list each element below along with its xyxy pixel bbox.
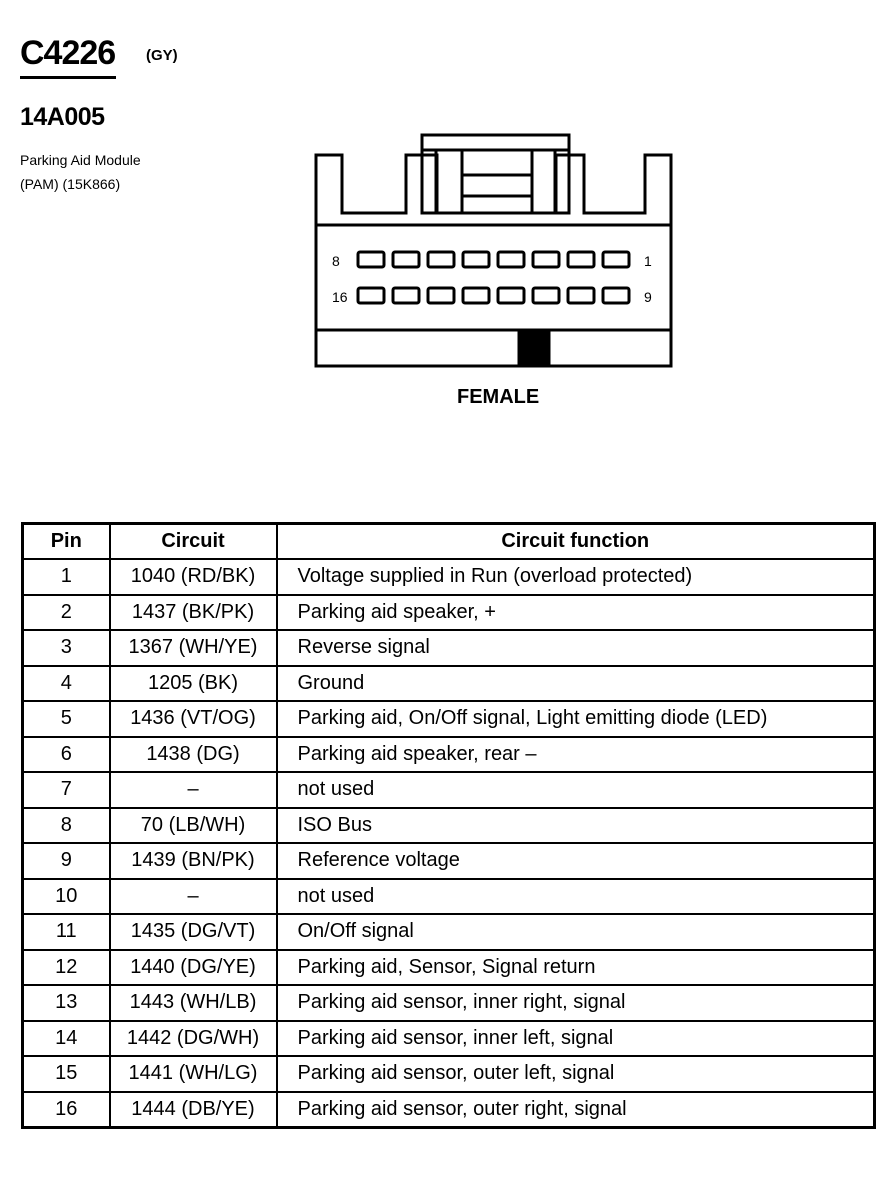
circuit-cell: 1435 (DG/VT) (110, 914, 277, 950)
table-row (23, 985, 875, 1021)
function-cell: Parking aid sensor, inner left, signal (277, 1021, 875, 1057)
connector-color-code: (GY) (146, 47, 178, 64)
function-cell: Reference voltage (277, 843, 875, 879)
module-code: (PAM) (15K866) (20, 176, 121, 192)
circuit-cell: 1442 (DG/WH) (110, 1021, 277, 1057)
table-row (23, 772, 875, 808)
circuit-cell: 1367 (WH/YE) (110, 630, 277, 666)
table-row (23, 843, 875, 879)
table-row (23, 879, 875, 915)
table-row (23, 1021, 875, 1057)
pin-label-9: 9 (644, 289, 652, 305)
table-row (23, 808, 875, 844)
circuit-cell: 1444 (DB/YE) (110, 1092, 277, 1128)
circuit-cell: 1443 (WH/LB) (110, 985, 277, 1021)
part-number: 14A005 (20, 103, 105, 131)
circuit-cell: 1441 (WH/LG) (110, 1056, 277, 1092)
pin-label-8: 8 (332, 253, 340, 269)
table-row (23, 701, 875, 737)
pin-label-16: 16 (332, 289, 348, 305)
circuit-cell: 1439 (BN/PK) (110, 843, 277, 879)
table-row (23, 1092, 875, 1128)
table-row (23, 559, 875, 595)
table-row (23, 914, 875, 950)
function-cell: ISO Bus (277, 808, 875, 844)
table-row (23, 595, 875, 631)
pin-cell: 14 (23, 1021, 110, 1057)
pin-cell: 8 (23, 808, 110, 844)
pinout-table (21, 522, 876, 1129)
connector-gender-label: FEMALE (457, 386, 540, 408)
pin-cell: 16 (23, 1092, 110, 1128)
function-cell: not used (277, 879, 875, 915)
table-row (23, 666, 875, 702)
circuit-cell: 1205 (BK) (110, 666, 277, 702)
pin-cell: 5 (23, 701, 110, 737)
connector-face-diagram (300, 120, 690, 380)
pin-cell: 13 (23, 985, 110, 1021)
table-row (23, 950, 875, 986)
table-header-row (23, 524, 875, 560)
function-cell: Reverse signal (277, 630, 875, 666)
header-function: Circuit function (277, 524, 875, 560)
function-cell: Parking aid, Sensor, Signal return (277, 950, 875, 986)
function-cell: not used (277, 772, 875, 808)
pin-cell: 9 (23, 843, 110, 879)
table-row (23, 737, 875, 773)
circuit-cell: 1436 (VT/OG) (110, 701, 277, 737)
circuit-cell: 1437 (BK/PK) (110, 595, 277, 631)
header-pin: Pin (23, 524, 110, 560)
pin-cell: 2 (23, 595, 110, 631)
circuit-cell: – (110, 879, 277, 915)
function-cell: Parking aid sensor, outer right, signal (277, 1092, 875, 1128)
function-cell: Parking aid, On/Off signal, Light emitting diode (LED) (277, 701, 875, 737)
table-row (23, 1056, 875, 1092)
header-circuit: Circuit (110, 524, 277, 560)
circuit-cell: 1040 (RD/BK) (110, 559, 277, 595)
pin-cell: 7 (23, 772, 110, 808)
function-cell: Parking aid sensor, inner right, signal (277, 985, 875, 1021)
connector-id-underline (20, 76, 116, 79)
pin-cell: 10 (23, 879, 110, 915)
pin-cell: 6 (23, 737, 110, 773)
circuit-cell: 1438 (DG) (110, 737, 277, 773)
function-cell: Parking aid sensor, outer left, signal (277, 1056, 875, 1092)
pin-cell: 3 (23, 630, 110, 666)
connector-id: C4226 (20, 34, 116, 72)
function-cell: Parking aid speaker, rear – (277, 737, 875, 773)
circuit-cell: 70 (LB/WH) (110, 808, 277, 844)
circuit-cell: – (110, 772, 277, 808)
module-name: Parking Aid Module (20, 152, 141, 168)
pin-cell: 12 (23, 950, 110, 986)
pin-label-1: 1 (644, 253, 652, 269)
function-cell: Ground (277, 666, 875, 702)
pin-cell: 1 (23, 559, 110, 595)
circuit-cell: 1440 (DG/YE) (110, 950, 277, 986)
pin-cell: 11 (23, 914, 110, 950)
table-row (23, 630, 875, 666)
pin-cell: 15 (23, 1056, 110, 1092)
pin-cell: 4 (23, 666, 110, 702)
function-cell: Voltage supplied in Run (overload protected) (277, 559, 875, 595)
function-cell: Parking aid speaker, + (277, 595, 875, 631)
function-cell: On/Off signal (277, 914, 875, 950)
